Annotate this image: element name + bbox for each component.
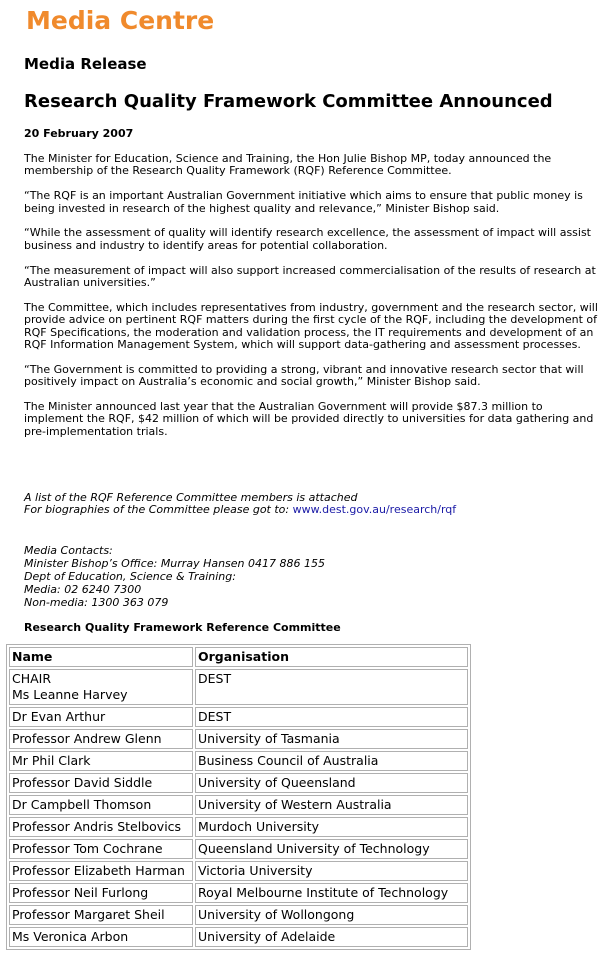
header-name: Name: [9, 647, 193, 667]
chair-name: Ms Leanne Harvey: [12, 687, 128, 702]
member-name: Professor Margaret Sheil: [9, 905, 193, 925]
release-title: Research Quality Framework Committee Announced: [24, 91, 553, 112]
contact-line: Dept of Education, Science & Training:: [24, 570, 236, 583]
chair-label: CHAIR: [12, 671, 52, 686]
member-organisation: University of Western Australia: [195, 795, 468, 815]
member-organisation: University of Tasmania: [195, 729, 468, 749]
member-organisation: Royal Melbourne Institute of Technology: [195, 883, 468, 903]
member-organisation: DEST: [195, 669, 468, 705]
paragraph: “The measurement of impact will also support increased commercialisation of the results of research at Australian universities.”: [24, 263, 596, 290]
contact-line: Non-media: 1300 363 079: [24, 596, 169, 609]
table-header-row: [9, 647, 468, 667]
paragraph: “The Government is committed to providing a strong, vibrant and innovative research sector that will positively impact on Australia’s economic and social growth,” Minister Bishop said.: [24, 362, 584, 389]
member-organisation: Queensland University of Technology: [195, 839, 468, 859]
notes-attached: A list of the RQF Reference Committee members is attached: [24, 491, 358, 504]
media-release-label: Media Release: [24, 55, 147, 73]
release-body: [24, 153, 599, 451]
release-date: 20 February 2007: [24, 127, 134, 140]
committee-table: [6, 644, 471, 950]
member-name: Professor Tom Cochrane: [9, 839, 193, 859]
table-row: [9, 883, 468, 903]
paragraph: “The RQF is an important Australian Government initiative which aims to ensure that public money is being invested in research of the highest quality and relevance,” Minister Bishop said.: [24, 189, 583, 215]
member-organisation: University of Queensland: [195, 773, 468, 793]
table-row: [9, 795, 468, 815]
paragraph: The Minister for Education, Science and Training, the Hon Julie Bishop MP, today announced the membership of the Research Quality Framework (RQF) Reference Committee.: [24, 152, 552, 178]
member-organisation: University of Wollongong: [195, 905, 468, 925]
contact-line: Minister Bishop’s Office: Murray Hansen 0417 886 155: [24, 557, 326, 570]
member-name: Professor Andris Stelbovics: [9, 817, 193, 837]
notes-biographies: [24, 504, 456, 516]
member-name: [9, 669, 193, 705]
table-row: [9, 707, 468, 727]
member-name: Professor David Siddle: [9, 773, 193, 793]
media-centre-heading: Media Centre: [26, 6, 215, 35]
media-contacts: [24, 544, 325, 609]
member-name: Mr Phil Clark: [9, 751, 193, 771]
table-row: [9, 729, 468, 749]
paragraph: The Committee, which includes representatives from industry, government and the research sector, will provide advice on pertinent RQF matters during the first cycle of the RQF, including the development of RQF Specifications, the moderation and validation process, the IT requirements and development of an RQF Information Management System, which will support data-gathering and assessment processes.: [24, 300, 598, 352]
table-row: [9, 817, 468, 837]
paragraph: The Minister announced last year that the Australian Government will provide $87.3 million to implement the RQF, $42 million of which will be provided directly to universities for data gathering and pre-implementation trials.: [24, 400, 594, 438]
table-row: [9, 773, 468, 793]
table-row: [9, 927, 468, 947]
header-organisation: Organisation: [195, 647, 468, 667]
member-organisation: DEST: [195, 707, 468, 727]
member-name: Ms Veronica Arbon: [9, 927, 193, 947]
notes: [24, 492, 456, 517]
member-name: Professor Neil Furlong: [9, 883, 193, 903]
table-row: [9, 751, 468, 771]
member-organisation: University of Adelaide: [195, 927, 468, 947]
table-row: [9, 905, 468, 925]
contact-line: Media: 02 6240 7300: [24, 583, 142, 596]
table-row: [9, 861, 468, 881]
contacts-heading: Media Contacts:: [24, 544, 113, 557]
table-row: [9, 669, 468, 705]
member-name: Professor Elizabeth Harman: [9, 861, 193, 881]
member-organisation: Victoria University: [195, 861, 468, 881]
table-row: [9, 839, 468, 859]
member-name: Dr Evan Arthur: [9, 707, 193, 727]
paragraph: “While the assessment of quality will identify research excellence, the assessment of impact will assist business and industry to identify areas for potential collaboration.: [24, 226, 591, 252]
member-name: Professor Andrew Glenn: [9, 729, 193, 749]
rqf-link[interactable]: www.dest.gov.au/research/rqf: [292, 503, 457, 517]
notes-biographies-text: For biographies of the Committee please got to:: [24, 503, 293, 517]
member-organisation: Business Council of Australia: [195, 751, 468, 771]
member-name: Dr Campbell Thomson: [9, 795, 193, 815]
committee-caption: Research Quality Framework Reference Committee: [24, 621, 341, 634]
member-organisation: Murdoch University: [195, 817, 468, 837]
